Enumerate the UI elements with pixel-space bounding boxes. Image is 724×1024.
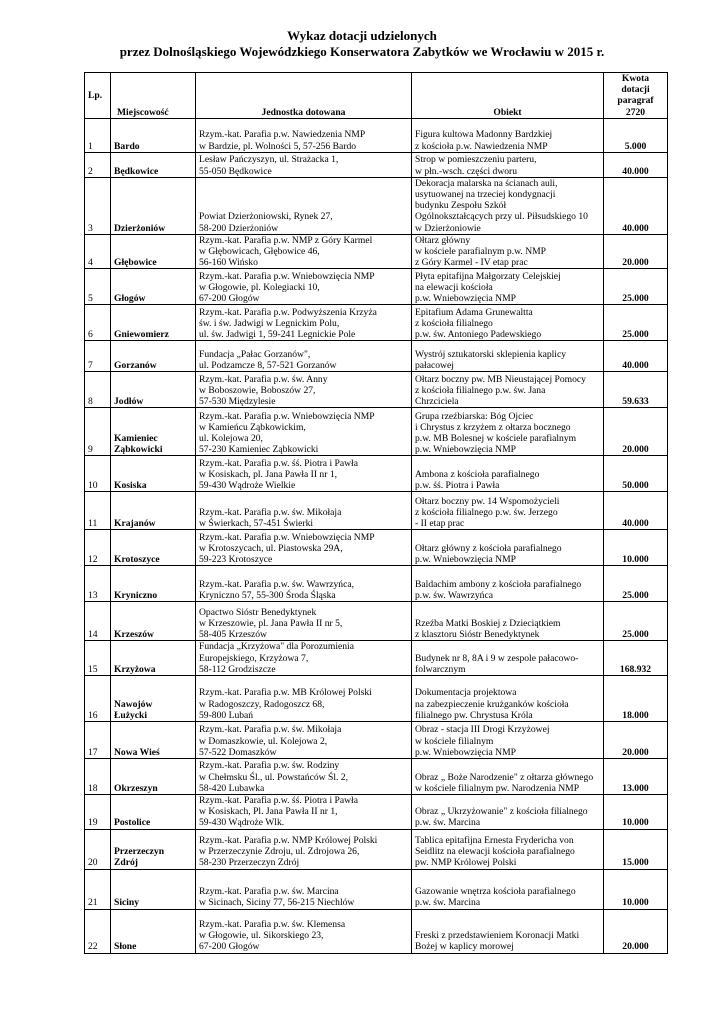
subsidized-unit: Fundacja „Krzyżowa" dla Porozumienia Europejskiego, Krzyżowa 7, 58-112 Grodziszcze: [196, 641, 412, 676]
object-description: Ołtarz główny w kościele parafialnym p.w. NMP z Góry Karmel - IV etap prac: [412, 234, 604, 269]
subsidy-amount: 5.000: [604, 118, 668, 152]
row-number: 21: [85, 869, 111, 909]
subsidy-amount: 15.000: [604, 829, 668, 869]
subsidy-amount: 50.000: [604, 456, 668, 492]
object-description: Epitafium Adama Grunewaltta z kościoła filialnego p.w. św. Antoniego Padewskiego: [412, 305, 604, 341]
table-row: [85, 408, 668, 456]
subsidized-unit: Lesław Pańczyszyn, ul. Strażacka 1, 55-050 Będkowice: [196, 152, 412, 177]
row-number: 15: [85, 641, 111, 676]
row-number: 10: [85, 456, 111, 492]
subsidy-amount: 59.633: [604, 372, 668, 408]
object-description: Wystrój sztukatorski sklepienia kaplicy pałacowej: [412, 341, 604, 372]
table-row: [85, 909, 668, 953]
place-name: Krzeszów: [111, 602, 196, 641]
table-body: [85, 118, 668, 953]
place-name: Krzyżowa: [111, 641, 196, 676]
subsidy-amount: 20.000: [604, 722, 668, 759]
place-name: Dzierżoniów: [111, 177, 196, 234]
subsidized-unit: Rzym.-kat. Parafia p.w. MB Królowej Polski w Radogoszczy, Radogoszcz 68, 59-800 Lubań: [196, 676, 412, 722]
table-row: [85, 152, 668, 177]
subsidized-unit: Rzym.-kat. Parafia p.w. św. Klemensa w Głogowie, ul. Sikorskiego 23, 67-200 Głogów: [196, 909, 412, 953]
place-name: Nawojów Łużycki: [111, 676, 196, 722]
header-kwota: Kwota dotacji paragraf 2720: [604, 73, 668, 119]
subsidized-unit: Opactwo Sióstr Benedyktynek w Krzeszowie, pl. Jana Pawła II nr 5, 58-405 Krzeszów: [196, 602, 412, 641]
object-description: Dokumentacja projektowa na zabezpieczenie krużganków kościoła filialnego pw. Chrystusa Króla: [412, 676, 604, 722]
place-name: Kryniczno: [111, 566, 196, 602]
subsidy-amount: 25.000: [604, 305, 668, 341]
table-row: [85, 566, 668, 602]
subsidized-unit: Rzym.-kat. Parafia p.w. Podwyższenia Krzyża św. i św. Jadwigi w Legnickim Polu, ul. św. Jadwigi 1, 59-241 Legnickie Pole: [196, 305, 412, 341]
row-number: 7: [85, 341, 111, 372]
place-name: Słone: [111, 909, 196, 953]
row-number: 5: [85, 269, 111, 305]
subsidized-unit: Rzym.-kat. Parafia p.w. św. Wawrzyńca, Kryniczno 57, 55-300 Środa Śląska: [196, 566, 412, 602]
table-row: [85, 177, 668, 234]
place-name: Jodłów: [111, 372, 196, 408]
subsidized-unit: Fundacja „Pałac Gorzanów", ul. Podzamcze 8, 57-521 Gorzanów: [196, 341, 412, 372]
table-row: [85, 234, 668, 269]
subsidy-amount: 25.000: [604, 269, 668, 305]
document-title: Wykaz dotacji udzielonych: [287, 28, 437, 43]
place-name: Gorzanów: [111, 341, 196, 372]
place-name: Bardo: [111, 118, 196, 152]
row-number: 2: [85, 152, 111, 177]
subsidy-amount: 10.000: [604, 869, 668, 909]
subsidy-amount: 25.000: [604, 566, 668, 602]
place-name: Siciny: [111, 869, 196, 909]
object-description: Strop w pomieszczeniu parteru, w płn.-wsch. części dworu: [412, 152, 604, 177]
subsidy-amount: 168.932: [604, 641, 668, 676]
document-subtitle: przez Dolnośląskiego Wojewódzkiego Konserwatora Zabytków we Wrocławiu w 2015 r.: [119, 44, 605, 59]
object-description: Ołtarz boczny pw. 14 Wspomożycieli z kościoła filialnego p.w. św. Jerzego - II etap prac: [412, 492, 604, 530]
object-description: Ołtarz główny z kościoła parafialnego p.w. Wniebowzięcia NMP: [412, 530, 604, 566]
object-description: Tablica epitafijna Ernesta Frydericha von Seidlitz na elewacji kościoła parafialnego pw. NMP Królowej Polski: [412, 829, 604, 869]
table-row: [85, 305, 668, 341]
header-jednostka: Jednostka dotowana: [196, 73, 412, 119]
row-number: 1: [85, 118, 111, 152]
object-description: Grupa rzeźbiarska: Bóg Ojciec i Chrystus z krzyżem z ołtarza bocznego p.w. MB Bolesnej w kościele parafialnym p.w. Wniebowzięcia NMP: [412, 408, 604, 456]
subsidized-unit: Rzym.-kat. Parafia p.w. NMP Królowej Polski w Przerzeczynie Zdroju, ul. Zdrojowa 26, 58-230 Przerzeczyn Zdrój: [196, 829, 412, 869]
subsidy-amount: 40.000: [604, 177, 668, 234]
row-number: 6: [85, 305, 111, 341]
object-description: Budynek nr 8, 8A i 9 w zespole pałacowo- folwarcznym: [412, 641, 604, 676]
row-number: 16: [85, 676, 111, 722]
row-number: 18: [85, 759, 111, 795]
object-description: Dekoracja malarska na ścianach auli, usytuowanej na trzeciej kondygnacji budynku Zespołu Szkół Ogólnokształcących przy ul. Piłsudskiego 10 w Dzierżoniowie: [412, 177, 604, 234]
subsidy-amount: 18.000: [604, 676, 668, 722]
subsidized-unit: Rzym.-kat. Parafia p.w. śś. Piotra i Pawła w Kosiskach, Pl. Jana Pawła II nr 1, 59-430 Wądroże Wlk.: [196, 795, 412, 830]
object-description: Obraz - stacja III Drogi Krzyżowej w kościele filialnym p.w. Wniebowzięcia NMP: [412, 722, 604, 759]
table-row: [85, 492, 668, 530]
table-row: [85, 341, 668, 372]
subsidy-amount: 13.000: [604, 759, 668, 795]
header-miejscowosc: Miejscowość: [111, 73, 196, 119]
row-number: 17: [85, 722, 111, 759]
subsidy-amount: 40.000: [604, 341, 668, 372]
place-name: Nowa Wieś: [111, 722, 196, 759]
subsidy-amount: 40.000: [604, 152, 668, 177]
subsidized-unit: Powiat Dzierżoniowski, Rynek 27, 58-200 Dzierżoniów: [196, 177, 412, 234]
subsidized-unit: Rzym.-kat. Parafia p.w. Nawiedzenia NMP w Bardzie, pl. Wolności 5, 57-256 Bardo: [196, 118, 412, 152]
place-name: Postolice: [111, 795, 196, 830]
subsidized-unit: Rzym.-kat. Parafia p.w. Wniebowzięcia NMP w Krotoszycach, ul. Piastowska 29A, 59-223 Krotoszyce: [196, 530, 412, 566]
row-number: 11: [85, 492, 111, 530]
subsidy-amount: 20.000: [604, 408, 668, 456]
object-description: Freski z przedstawieniem Koronacji Matki Bożej w kaplicy morowej: [412, 909, 604, 953]
place-name: Kamieniec Ząbkowicki: [111, 408, 196, 456]
place-name: Przerzeczyn Zdrój: [111, 829, 196, 869]
row-number: 8: [85, 372, 111, 408]
subsidy-amount: 40.000: [604, 492, 668, 530]
subsidized-unit: Rzym.-kat. Parafia p.w. św. Rodziny w Chełmsku Śl., ul. Powstańców Śl. 2, 58-420 Lubawka: [196, 759, 412, 795]
subsidized-unit: Rzym.-kat. Parafia p.w. Wniebowzięcia NMP w Głogowie, pl. Kolegiacki 10, 67-200 Głogów: [196, 269, 412, 305]
object-description: Baldachim ambony z kościoła parafialnego p.w. św. Wawrzyńca: [412, 566, 604, 602]
place-name: Gniewomierz: [111, 305, 196, 341]
object-description: Obraz „ Boże Narodzenie" z ołtarza głównego w kościele filialnym pw. Narodzenia NMP: [412, 759, 604, 795]
table-row: [85, 372, 668, 408]
subsidized-unit: Rzym.-kat. Parafia p.w. Wniebowzięcia NMP w Kamieńcu Ząbkowickim, ul. Kolejowa 20, 57-230 Kamieniec Ząbkowicki: [196, 408, 412, 456]
subsidized-unit: Rzym.-kat. Parafia p.w. św. Mikołaja w Świerkach, 57-451 Świerki: [196, 492, 412, 530]
place-name: Krajanów: [111, 492, 196, 530]
place-name: Okrzeszyn: [111, 759, 196, 795]
row-number: 9: [85, 408, 111, 456]
object-description: Ołtarz boczny pw. MB Nieustającej Pomocy z kościoła filialnego p.w. św. Jana Chrzciciela: [412, 372, 604, 408]
header-obiekt: Obiekt: [412, 73, 604, 119]
table-row: [85, 269, 668, 305]
object-description: Gazowanie wnętrza kościoła parafialnego p.w. św. Marcina: [412, 869, 604, 909]
object-description: Rzeźba Matki Boskiej z Dzieciątkiem z klasztoru Sióstr Benedyktynek: [412, 602, 604, 641]
subsidized-unit: Rzym.-kat. Parafia p.w. św. Marcina w Sicinach, Siciny 77, 56-215 Niechlów: [196, 869, 412, 909]
subsidy-amount: 25.000: [604, 602, 668, 641]
table-row: [85, 530, 668, 566]
table-row: [85, 722, 668, 759]
place-name: Głogów: [111, 269, 196, 305]
header-lp: Lp.: [85, 73, 111, 119]
object-description: Ambona z kościoła parafialnego p.w. śś. Piotra i Pawła: [412, 456, 604, 492]
row-number: 4: [85, 234, 111, 269]
subsidized-unit: Rzym.-kat. Parafia p.w. NMP z Góry Karmel w Głębowicach, Głębowice 46, 56-160 Wińsko: [196, 234, 412, 269]
row-number: 13: [85, 566, 111, 602]
subsidized-unit: Rzym.-kat. Parafia p.w. św. Mikołaja w Domaszkowie, ul. Kolejowa 2, 57-522 Domaszków: [196, 722, 412, 759]
table-row: [85, 676, 668, 722]
table-row: [85, 759, 668, 795]
place-name: Krotoszyce: [111, 530, 196, 566]
table-row: [85, 456, 668, 492]
table-header-row: [85, 73, 668, 119]
table-row: [85, 829, 668, 869]
object-description: Obraz „ Ukrzyżowanie" z kościoła filialnego p.w. św. Marcina: [412, 795, 604, 830]
row-number: 12: [85, 530, 111, 566]
row-number: 14: [85, 602, 111, 641]
row-number: 22: [85, 909, 111, 953]
table-row: [85, 118, 668, 152]
subsidy-amount: 10.000: [604, 530, 668, 566]
table-row: [85, 641, 668, 676]
place-name: Będkowice: [111, 152, 196, 177]
subsidy-amount: 20.000: [604, 909, 668, 953]
place-name: Kosiska: [111, 456, 196, 492]
table-row: [85, 869, 668, 909]
subsidy-amount: 10.000: [604, 795, 668, 830]
row-number: 3: [85, 177, 111, 234]
object-description: Płyta epitafijna Małgorzaty Celejskiej na elewacji kościoła p.w. Wniebowzięcia NMP: [412, 269, 604, 305]
subsidy-table: [84, 72, 668, 954]
table-row: [85, 795, 668, 830]
object-description: Figura kultowa Madonny Bardzkiej z kościoła p.w. Nawiedzenia NMP: [412, 118, 604, 152]
row-number: 19: [85, 795, 111, 830]
subsidized-unit: Rzym.-kat. Parafia p.w. śś. Piotra i Pawła w Kosiskach, pl. Jana Pawła II nr 1, 59-430 Wądroże Wielkie: [196, 456, 412, 492]
place-name: Głębowice: [111, 234, 196, 269]
row-number: 20: [85, 829, 111, 869]
table-row: [85, 602, 668, 641]
subsidy-amount: 20.000: [604, 234, 668, 269]
subsidized-unit: Rzym.-kat. Parafia p.w. św. Anny w Boboszowie, Boboszów 27, 57-530 Międzylesie: [196, 372, 412, 408]
